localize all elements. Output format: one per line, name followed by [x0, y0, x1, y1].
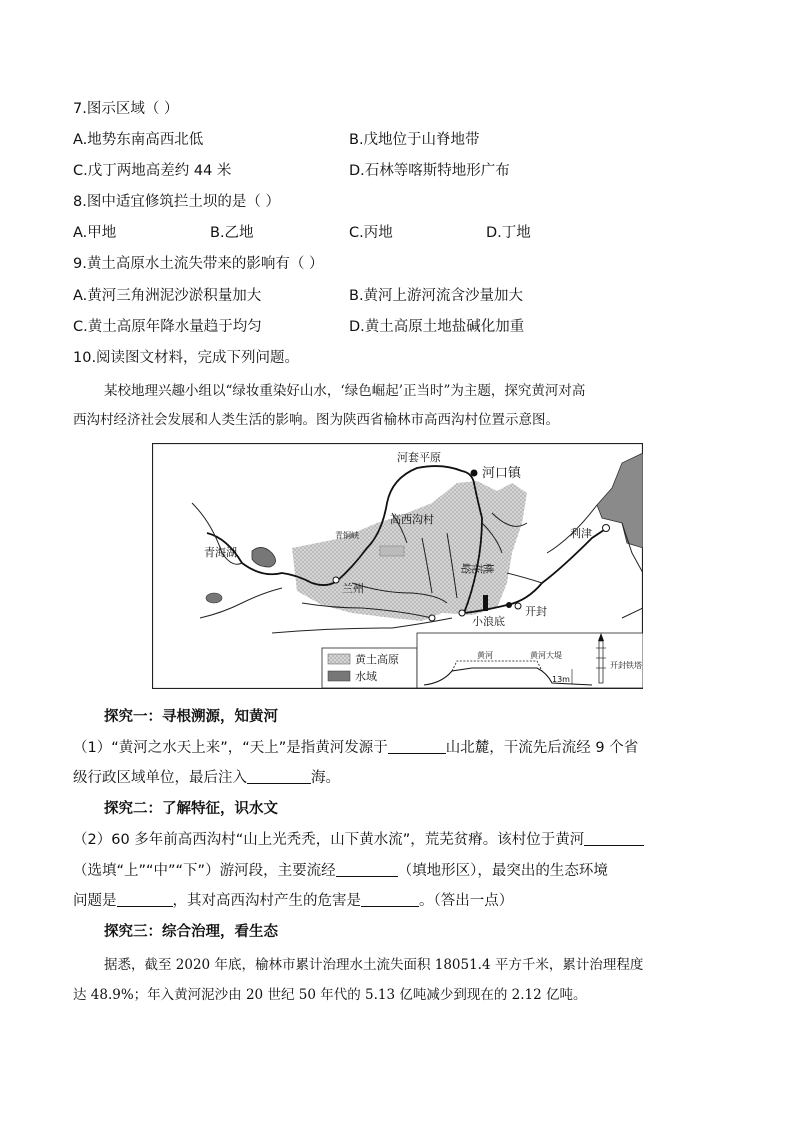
- section2-line3-part-a: 问题是: [73, 893, 117, 909]
- q7-option-c: C.戊丁两地高差约 44 米: [73, 163, 232, 179]
- legend-loess-label: 黄土高原: [355, 653, 399, 666]
- answer-blank-source-mountain[interactable]: [388, 739, 446, 754]
- q7-option-d: D.石林等喀斯特地形广布: [349, 163, 510, 179]
- q8-option-c: C.丙地: [349, 225, 393, 241]
- q10-intro-line2: 西沟村经济社会发展和人类生活的影响。图为陕西省榆林市高西沟村位置示意图。: [73, 412, 559, 428]
- section1-line2-part-a: 级行政区域单位，最后注入: [73, 770, 247, 786]
- section1-line2: [73, 766, 340, 787]
- profile-height-label: 13m: [552, 675, 570, 684]
- section2-line3-part-b: ，其对高西沟村产生的危害是: [172, 893, 361, 909]
- profile-river-label: 黄河: [477, 651, 493, 660]
- answer-blank-eco-problem[interactable]: [117, 892, 173, 907]
- label-lijin: 利津: [570, 527, 592, 540]
- label-qinghaihu: 青海湖: [204, 546, 237, 559]
- hekouzhen-dot: [471, 470, 478, 477]
- q8-option-b: B.乙地: [210, 225, 254, 241]
- section3-title: 探究三：综合治理，看生态: [104, 924, 278, 940]
- section2-line2-part-b: （填地形区），最突出的生态环境: [397, 863, 608, 879]
- q9-option-b: B.黄河上游河流含沙量加大: [349, 288, 524, 304]
- q7-option-b: B.戊地位于山脊地带: [349, 132, 480, 148]
- q8-option-d: D.丁地: [486, 225, 531, 241]
- answer-blank-river-section[interactable]: [584, 831, 644, 846]
- q8-stem: 8.图中适宜修筑拦土坝的是（ ）: [73, 194, 280, 210]
- taohuayu-dot: [515, 603, 521, 609]
- label-taohuayu: [461, 562, 495, 575]
- profile-tower-label: 开封铁塔: [610, 661, 642, 670]
- section2-line3-part-c: 。（答出一点）: [419, 893, 514, 909]
- section3-para-line2: 达 48.9%；年入黄河泥沙由 20 世纪 50 年代的 5.13 亿吨减少到现在的 2.12 亿吨。: [73, 987, 587, 1003]
- gaoxigou-marker-box: [380, 546, 404, 556]
- answer-blank-sea[interactable]: [247, 769, 311, 784]
- kaifeng-dot: [506, 602, 512, 608]
- location-map: [152, 443, 643, 689]
- sanmenxia-dot: [429, 615, 435, 621]
- q10-intro-line1: 某校地理兴趣小组以“绿妆重染好山水，‘绿色崛起’正当时”为主题，探究黄河对高: [104, 383, 586, 399]
- section2-line1: [73, 828, 644, 849]
- label-xiaolangdi: 小浪底: [472, 615, 505, 628]
- section3-para-line1: 据悉，截至 2020 年底，榆林市累计治理水土流失面积 18051.4 平方千米，累计治理程度: [104, 957, 644, 973]
- section2-title: 探究二：了解特征，识水文: [104, 801, 278, 817]
- section1-line2-part-b: 海。: [311, 770, 340, 786]
- section2-line2-part-a: （选填“上”“中”“下”）游河段，主要流经: [73, 863, 336, 879]
- legend-water-swatch: [328, 671, 350, 681]
- q7-option-a: A.地势东南高西北低: [73, 132, 204, 148]
- profile-dike-label: 黄河大堤: [530, 651, 562, 660]
- section1-line1-part-b: 山北麓，干流先后流经 9 个省: [445, 740, 639, 756]
- label-taohuayu-text: 桃花峪: [461, 561, 494, 575]
- q9-option-a: A.黄河三角洲泥沙淤积量加大: [73, 288, 262, 304]
- small-lake: [206, 593, 222, 603]
- section2-line1-part-a: （2）60 多年前高西沟村“山上光秃秃，山下黄水流”，荒芜贫瘠。该村位于黄河: [73, 832, 585, 848]
- xiaolangdi-dam: [483, 595, 488, 611]
- lanzhou-dot: [333, 577, 339, 583]
- section1-line1-part-a: （1）“黄河之水天上来”，“天上”是指黄河发源于: [73, 740, 388, 756]
- section2-line3: [73, 889, 513, 910]
- xiaolangdi-dot: [459, 610, 465, 616]
- label-kaifeng: 开封: [525, 605, 547, 618]
- q10-stem: 10.阅读图文材料，完成下列问题。: [73, 350, 300, 366]
- label-qingtongxia: 青铜峡: [335, 531, 359, 540]
- label-hekouzhen: 河口镇: [482, 466, 522, 481]
- answer-blank-landform[interactable]: [336, 862, 398, 877]
- label-lanzhou: 兰州: [342, 582, 364, 595]
- q7-stem: 7.图示区域（ ）: [73, 101, 179, 117]
- lijin-dot: [603, 525, 610, 532]
- legend-loess-swatch: [328, 654, 350, 664]
- section2-line2: [73, 859, 608, 880]
- label-hetao: 河套平原: [397, 451, 441, 464]
- q9-option-d: D.黄土高原土地盐碱化加重: [349, 319, 525, 335]
- answer-blank-harm[interactable]: [361, 892, 419, 907]
- label-gaoxigou: 高西沟村: [390, 513, 434, 526]
- section1-title: 探究一：寻根溯源，知黄河: [104, 709, 278, 725]
- q9-option-c: C.黄土高原年降水量趋于均匀: [73, 319, 262, 335]
- q8-option-a: A.甲地: [73, 225, 117, 241]
- legend-water-label: 水域: [355, 670, 377, 683]
- q9-stem: 9.黄土高原水土流失带来的影响有（ ）: [73, 256, 324, 272]
- section1-line1: [73, 736, 638, 757]
